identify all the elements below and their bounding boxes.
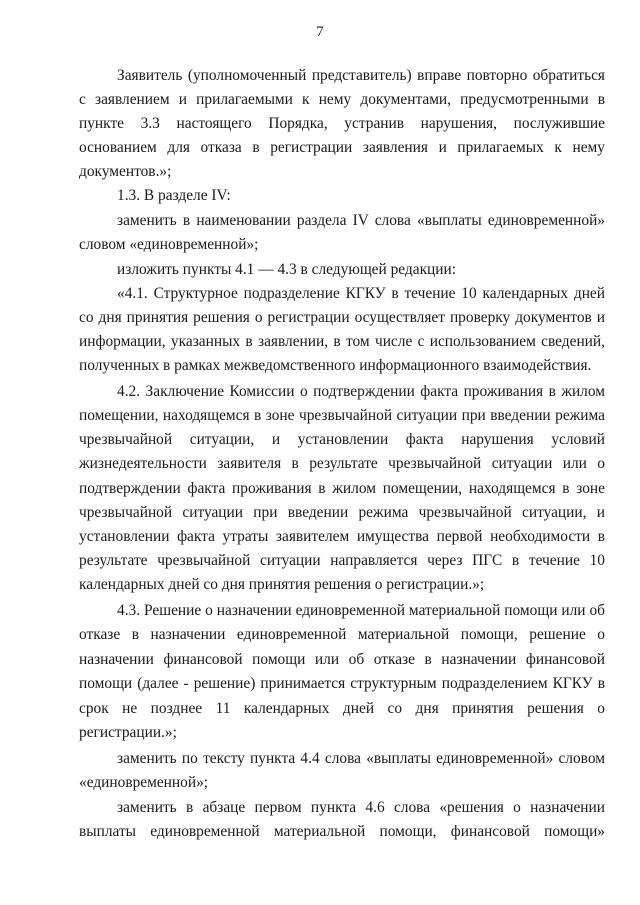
text-line: информации, указанных в заявлении, в том числе с использованием сведений,	[79, 333, 605, 350]
text-line: заменить по тексту пункта 4.4 слова «выплаты единовременной» словом	[117, 750, 605, 767]
text-line: жизнедеятельности заявителя в результате чрезвычайной ситуации или о	[79, 455, 605, 472]
text-line: «4.1. Структурное подразделение КГКУ в течение 10 календарных дней	[117, 285, 605, 302]
text-line: чрезвычайной ситуации при введении режима чрезвычайной ситуации, и	[79, 504, 605, 521]
text-line: Заявитель (уполномоченный представитель) вправе повторно обратиться	[117, 67, 605, 84]
text-line: назначении финансовой помощи или об отказе в назначении финансовой	[79, 651, 605, 668]
text-line: отказе в назначении единовременной материальной помощи, решение о	[79, 626, 605, 643]
text-line: документов.»;	[79, 163, 172, 180]
text-line: установлении факта утраты заявителем имущества первой необходимости в	[79, 528, 605, 545]
text-line: заменить в наименовании раздела IV слова «выплаты единовременной»	[117, 212, 605, 229]
text-line: с заявлением и прилагаемыми к нему документами, предусмотренными в	[79, 91, 605, 108]
text-line: словом «единовременной»;	[79, 236, 259, 253]
text-line: «единовременной»;	[79, 774, 209, 791]
text-line: регистрации.»;	[79, 724, 177, 741]
text-line: выплаты единовременной материальной помощи, финансовой помощи»	[79, 823, 605, 840]
text-line: чрезвычайной ситуации, и установлении факта нарушения условий	[79, 431, 605, 448]
text-line: 4.3. Решение о назначении единовременной материальной помощи или об	[117, 602, 605, 619]
text-line: результате чрезвычайной ситуации направляется через ПГС в течение 10	[79, 552, 605, 569]
text-line: со дня принятия решения о регистрации осуществляет проверку документов и	[79, 309, 605, 326]
text-line: изложить пункты 4.1 — 4.3 в следующей редакции:	[117, 261, 457, 278]
text-line: 4.2. Заключение Комиссии о подтверждении факта проживания в жилом	[117, 383, 605, 400]
text-line: заменить в абзаце первом пункта 4.6 слова «решения о назначении	[117, 799, 605, 816]
text-line: помещении, находящемся в зоне чрезвычайной ситуации при введении режима	[79, 407, 605, 424]
text-line: пункте 3.3 настоящего Порядка, устранив нарушения, послужившие	[79, 115, 605, 132]
section-heading: 1.3. В разделе IV:	[117, 187, 231, 204]
text-line: полученных в рамках межведомственного информационного взаимодействия.	[79, 357, 592, 374]
text-line: подтверждении факта проживания в жилом помещении, находящемся в зоне	[79, 480, 605, 497]
page-number: 7	[316, 24, 324, 40]
text-line: календарных дней со дня принятия решения о регистрации.»;	[79, 576, 485, 593]
text-line: основанием для отказа в регистрации заявления и прилагаемых к нему	[79, 139, 605, 156]
text-line: помощи (далее - решение) принимается структурным подразделением КГКУ в	[79, 675, 605, 692]
text-line: срок не позднее 11 календарных дней со дня принятия решения о	[79, 700, 605, 717]
